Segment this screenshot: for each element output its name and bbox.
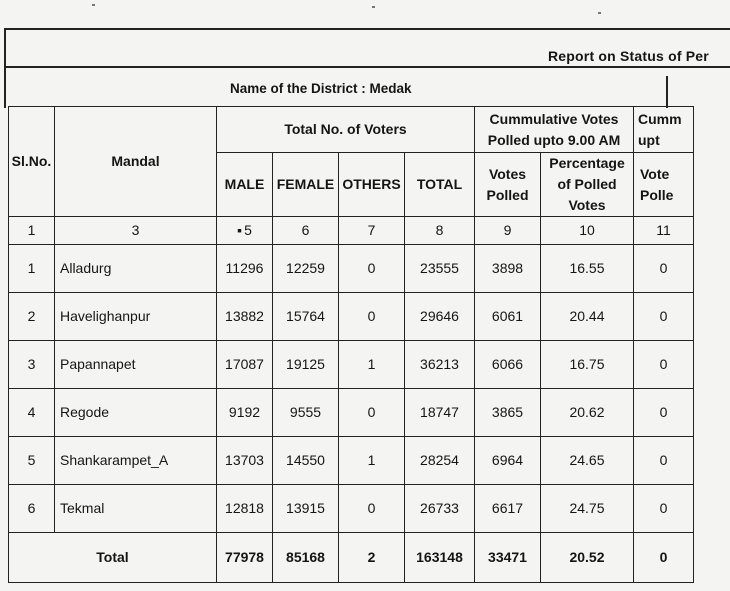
cell-mandal: Shankarampet_A	[55, 437, 217, 485]
header-row-1	[9, 107, 694, 153]
cell-others: 0	[339, 389, 405, 437]
cell-others: 1	[339, 341, 405, 389]
cell-female: 15764	[273, 293, 339, 341]
cell-female: 13915	[273, 485, 339, 533]
header-votes-polled: Votes Polled	[475, 153, 541, 217]
total-votes-polled: 33471	[475, 533, 541, 583]
col-number: 11	[634, 217, 694, 245]
cell-female: 12259	[273, 245, 339, 293]
col-number: 8	[405, 217, 475, 245]
cell-next: 0	[634, 341, 694, 389]
cell-others: 0	[339, 245, 405, 293]
cell-total: 29646	[405, 293, 475, 341]
scan-speck	[372, 6, 375, 8]
cell-others: 0	[339, 293, 405, 341]
cell-mandal: Havelighanpur	[55, 293, 217, 341]
cell-sl: 3	[9, 341, 55, 389]
report-frame-left-line	[4, 28, 6, 108]
cell-total: 28254	[405, 437, 475, 485]
cell-mandal: Regode	[55, 389, 217, 437]
total-row	[9, 533, 694, 583]
col-number-value: 5	[244, 222, 252, 239]
table-row	[9, 245, 694, 293]
col-number: 1	[9, 217, 55, 245]
total-label: Total	[9, 533, 217, 583]
cell-sl: 5	[9, 437, 55, 485]
header-male: MALE	[217, 153, 273, 217]
cell-male: 12818	[217, 485, 273, 533]
total-next: 0	[634, 533, 694, 583]
header-percentage: Percentage of Polled Votes	[541, 153, 634, 217]
cell-total: 23555	[405, 245, 475, 293]
total-percentage: 20.52	[541, 533, 634, 583]
cell-pct: 16.75	[541, 341, 634, 389]
cell-mandal: Alladurg	[55, 245, 217, 293]
cell-female: 14550	[273, 437, 339, 485]
cell-sl: 2	[9, 293, 55, 341]
cell-female: 19125	[273, 341, 339, 389]
table-row	[9, 485, 694, 533]
cell-sl: 4	[9, 389, 55, 437]
cell-pct: 20.62	[541, 389, 634, 437]
col-number: 7	[339, 217, 405, 245]
cell-total: 18747	[405, 389, 475, 437]
header-others: OTHERS	[339, 153, 405, 217]
header-mandal: Mandal	[55, 107, 217, 217]
col-number: 9	[475, 217, 541, 245]
cell-pct: 20.44	[541, 293, 634, 341]
cell-votes: 6964	[475, 437, 541, 485]
col-number: 3	[55, 217, 217, 245]
header-total-voters: Total No. of Voters	[217, 107, 475, 153]
cell-total: 36213	[405, 341, 475, 389]
scan-speck	[92, 4, 95, 6]
cell-others: 1	[339, 437, 405, 485]
scan-speck	[598, 12, 601, 14]
cell-mandal: Papannapet	[55, 341, 217, 389]
table-row	[9, 389, 694, 437]
table-body	[9, 245, 694, 533]
cell-next: 0	[634, 437, 694, 485]
voter-turnout-table	[8, 106, 694, 583]
cell-votes: 3865	[475, 389, 541, 437]
col-number	[217, 217, 273, 245]
cell-votes: 6066	[475, 341, 541, 389]
cell-votes: 3898	[475, 245, 541, 293]
total-others: 2	[339, 533, 405, 583]
cell-total: 26733	[405, 485, 475, 533]
cell-votes: 6061	[475, 293, 541, 341]
header-female: FEMALE	[273, 153, 339, 217]
header-sl-no: Sl.No.	[9, 107, 55, 217]
report-frame-split	[666, 76, 668, 108]
cell-male: 11296	[217, 245, 273, 293]
cell-mandal: Tekmal	[55, 485, 217, 533]
column-number-row	[9, 217, 694, 245]
report-title: Report on Status of Per	[548, 48, 709, 64]
cell-votes: 6617	[475, 485, 541, 533]
total-total: 163148	[405, 533, 475, 583]
cell-next: 0	[634, 245, 694, 293]
cell-male: 13703	[217, 437, 273, 485]
header-total: TOTAL	[405, 153, 475, 217]
table-row	[9, 437, 694, 485]
report-frame-top-line	[4, 28, 730, 30]
cell-next: 0	[634, 293, 694, 341]
header-votes-next: Vote Polle	[634, 153, 694, 217]
cell-sl: 6	[9, 485, 55, 533]
cell-male: 9192	[217, 389, 273, 437]
cell-male: 13882	[217, 293, 273, 341]
cell-sl: 1	[9, 245, 55, 293]
cell-pct: 16.55	[541, 245, 634, 293]
cell-others: 0	[339, 485, 405, 533]
total-female: 85168	[273, 533, 339, 583]
cell-female: 9555	[273, 389, 339, 437]
total-male: 77978	[217, 533, 273, 583]
district-label: Name of the District : Medak	[230, 81, 412, 96]
table-row	[9, 293, 694, 341]
cell-pct: 24.75	[541, 485, 634, 533]
header-cumulative-next: Cumm upt	[634, 107, 694, 153]
col-number: 10	[541, 217, 634, 245]
col-number: 6	[273, 217, 339, 245]
cell-next: 0	[634, 389, 694, 437]
table-row	[9, 341, 694, 389]
header-cumulative-9am: Cummulative Votes Polled upto 9.00 AM	[475, 107, 634, 153]
report-frame-divider	[4, 66, 730, 68]
cell-next: 0	[634, 485, 694, 533]
cell-pct: 24.65	[541, 437, 634, 485]
cell-male: 17087	[217, 341, 273, 389]
pen-mark: ▪	[237, 222, 243, 239]
